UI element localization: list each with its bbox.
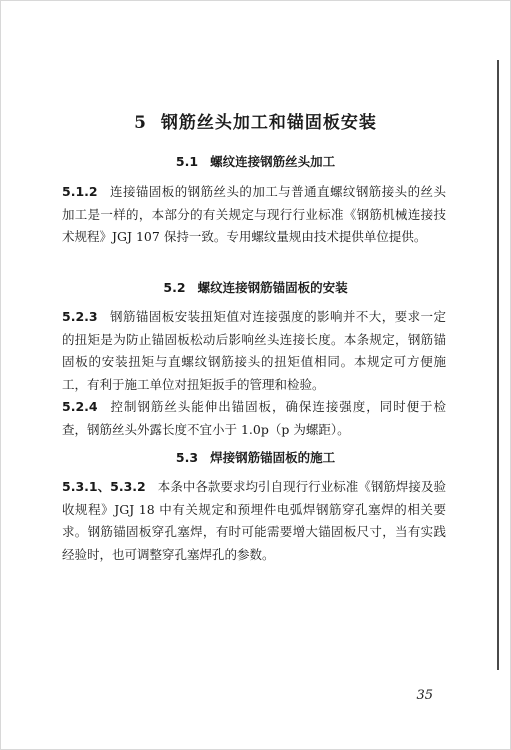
section-heading-5-3 (0, 448, 511, 466)
section-title: 螺纹连接钢筋丝头加工 (210, 154, 336, 169)
paragraph-text: 本条中各款要求均引自现行行业标准《钢筋焊接及验收规程》JGJ 18 中有关规定和预埋件电弧焊钢筋穿孔塞焊的相关要求。钢筋锚固板穿孔塞焊，有时可能需要增大锚固板尺寸，当有实践经验时，也可调整穿孔塞焊孔的参数。 (62, 479, 446, 562)
page-number: 35 (416, 688, 433, 703)
chapter-title-text: 钢筋丝头加工和锚固板安装 (160, 113, 377, 133)
section-number: 5.2 (163, 280, 186, 295)
paragraph-5-3-1-5-3-2 (62, 476, 446, 566)
section-title: 焊接钢筋锚固板的施工 (210, 450, 336, 465)
chapter-title (0, 108, 511, 133)
section-number: 5.1 (175, 154, 199, 169)
chapter-number: 5 (134, 113, 147, 133)
clause-number: 5.1.2 (62, 184, 98, 199)
clause-number: 5.3.1、5.3.2 (62, 479, 146, 494)
section-number: 5.3 (175, 450, 199, 465)
paragraph-text: 控制钢筋丝头能伸出锚固板，确保连接强度，同时便于检查，钢筋丝头外露长度不宜小于 1.0p（p 为螺距）。 (62, 399, 446, 437)
paragraph-text: 钢筋锚固板安装扭矩值对连接强度的影响并不大，要求一定的扭矩是为防止锚固板松动后影响丝头连接长度。本条规定，钢筋锚固板的安装扭矩与直螺纹钢筋接头的扭矩值相同。本规定可方便施工，有利于施工单位对扭矩扳手的管理和检验。 (62, 309, 446, 392)
section-heading-5-2 (0, 278, 511, 296)
paragraph-5-2-4 (62, 396, 446, 441)
paragraph-5-2-3 (62, 306, 446, 396)
section-title: 螺纹连接钢筋锚固板的安装 (197, 280, 348, 295)
clause-number: 5.2.3 (62, 309, 98, 324)
clause-number: 5.2.4 (62, 399, 98, 414)
paragraph-text: 连接锚固板的钢筋丝头的加工与普通直螺纹钢筋接头的丝头加工是一样的，本部分的有关规定与现行行业标准《钢筋机械连接技术规程》JGJ 107 保持一致。专用螺纹量规由技术提供单位提供。 (62, 184, 446, 244)
paragraph-5-1-2 (62, 181, 446, 249)
section-heading-5-1 (0, 152, 511, 170)
